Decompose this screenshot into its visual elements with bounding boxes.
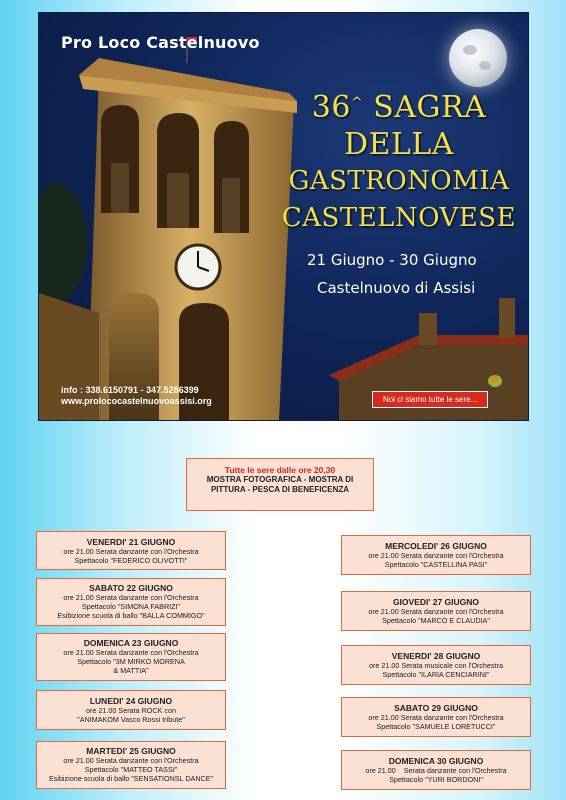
event-day: SABATO 29 GIUGNO bbox=[394, 703, 478, 713]
contact-info bbox=[61, 385, 212, 407]
event-line: ore 21.00 Serata ROCK con bbox=[86, 706, 176, 715]
event-line: ore 21.00 Serata danzante con l'Orchestra bbox=[63, 648, 199, 657]
edition-superscript: ^ bbox=[350, 95, 364, 111]
event-day: MARTEDI' 25 GIUGNO bbox=[86, 746, 176, 756]
event-line: ore 21.00 Serata danzante con l'Orchestra bbox=[368, 713, 504, 722]
event-box-25-giugno bbox=[36, 741, 226, 789]
event-box-28-giugno bbox=[341, 645, 531, 685]
event-line: ore 21.00 Serata musicale con l'Orchestra bbox=[368, 661, 503, 670]
event-line: Spettacolo "ILARIA CENCIARINI" bbox=[382, 670, 490, 679]
contact-website: www.prolococastelnuovoassisi.org bbox=[61, 396, 212, 406]
edition-number: 36 bbox=[311, 90, 351, 125]
event-place: Castelnuovo di Assisi bbox=[317, 279, 476, 297]
event-line: Spettacolo "MARCO E CLAUDIA" bbox=[382, 616, 490, 625]
event-day: LUNEDI' 24 GIUGNO bbox=[89, 696, 173, 706]
event-day: DOMENICA 23 GIUGNO bbox=[83, 638, 179, 648]
moon-icon bbox=[449, 29, 507, 87]
event-line: Spettacolo "FEDERICO OLIVOTTI" bbox=[74, 556, 188, 565]
event-line: Spettacolo "3M MIRKO MORENA bbox=[77, 657, 185, 666]
nightly-activities-heading: Tutte le sere dalle ore 20,30 bbox=[224, 465, 336, 475]
event-line: ore 21.00 Serata danzante con l'Orchestra bbox=[365, 766, 507, 775]
nightly-activities-line: PITTURA - PESCA DI BENEFICENZA bbox=[210, 485, 350, 494]
event-line: "ANIMAKOM Vasco Rossi tribute" bbox=[77, 715, 185, 724]
event-day: VENERDI' 21 GIUGNO bbox=[86, 537, 176, 547]
event-day: VENERDI' 28 GIUGNO bbox=[391, 651, 481, 661]
event-dates: 21 Giugno - 30 Giugno bbox=[307, 251, 477, 269]
event-line: Spettacolo "MATTEO TASSI" bbox=[84, 765, 178, 774]
nightly-activities-line: MOSTRA FOTOGRAFICA - MOSTRA DI bbox=[206, 475, 354, 484]
event-day: SABATO 22 GIUGNO bbox=[89, 583, 173, 593]
contact-phones: info : 338.6150791 - 347.5286399 bbox=[61, 385, 199, 395]
event-box-22-giugno bbox=[36, 578, 226, 626]
event-box-24-giugno bbox=[36, 690, 226, 730]
event-box-29-giugno bbox=[341, 697, 531, 737]
event-day: GIOVEDI' 27 GIUGNO bbox=[392, 597, 480, 607]
event-box-27-giugno bbox=[341, 591, 531, 631]
event-line: ore 21.00 Serata danzante con l'Orchestra bbox=[368, 607, 504, 616]
event-box-30-giugno bbox=[341, 750, 531, 790]
event-line: & MATTIA" bbox=[113, 666, 149, 675]
title-word-sagra: SAGRA bbox=[373, 90, 487, 125]
event-line: Spettacolo "YURI BORDONI" bbox=[389, 775, 483, 784]
event-box-21-giugno bbox=[36, 531, 226, 570]
event-line: ore 21.00 Serata danzante con l'Orchestra bbox=[368, 551, 504, 560]
event-line: Esibizione scuola di ballo "BALLA COMMIGO" bbox=[57, 611, 205, 620]
event-title bbox=[279, 89, 519, 237]
event-line: ore 21.00 Serata danzante con l'Orchestra bbox=[63, 547, 199, 556]
event-line: Spettacolo "SIMONA FABRIZI" bbox=[81, 602, 181, 611]
title-line-edition bbox=[279, 89, 519, 126]
event-line: Spettacolo "SAMUELE LORETUCCI" bbox=[376, 722, 496, 731]
poster bbox=[38, 12, 529, 421]
event-day: DOMENICA 30 GIUGNO bbox=[388, 756, 484, 766]
slogan-banner: Noi ci siamo tutte le sere... bbox=[372, 391, 488, 408]
title-line-gastronomia: GASTRONOMIA bbox=[288, 166, 510, 196]
organizer-name: Pro Loco Castelnuovo bbox=[61, 33, 260, 52]
event-line: ore 21.00 Serata danzante con l'Orchestra bbox=[63, 756, 199, 765]
event-line: Esibizione scuola di ballo "SENSATIONSL DANCE" bbox=[48, 774, 214, 783]
event-box-26-giugno bbox=[341, 535, 531, 575]
event-line: Spettacolo "CASTELLINA PASI" bbox=[384, 560, 488, 569]
event-line: ore 21.00 Serata danzante con l'Orchestra bbox=[63, 593, 199, 602]
event-box-23-giugno bbox=[36, 633, 226, 681]
title-line-della: DELLA bbox=[344, 127, 454, 162]
nightly-activities-box bbox=[186, 458, 374, 511]
event-day: MERCOLEDI' 26 GIUGNO bbox=[385, 541, 487, 551]
title-line-castelnovese: CASTELNOVESE bbox=[281, 203, 517, 233]
